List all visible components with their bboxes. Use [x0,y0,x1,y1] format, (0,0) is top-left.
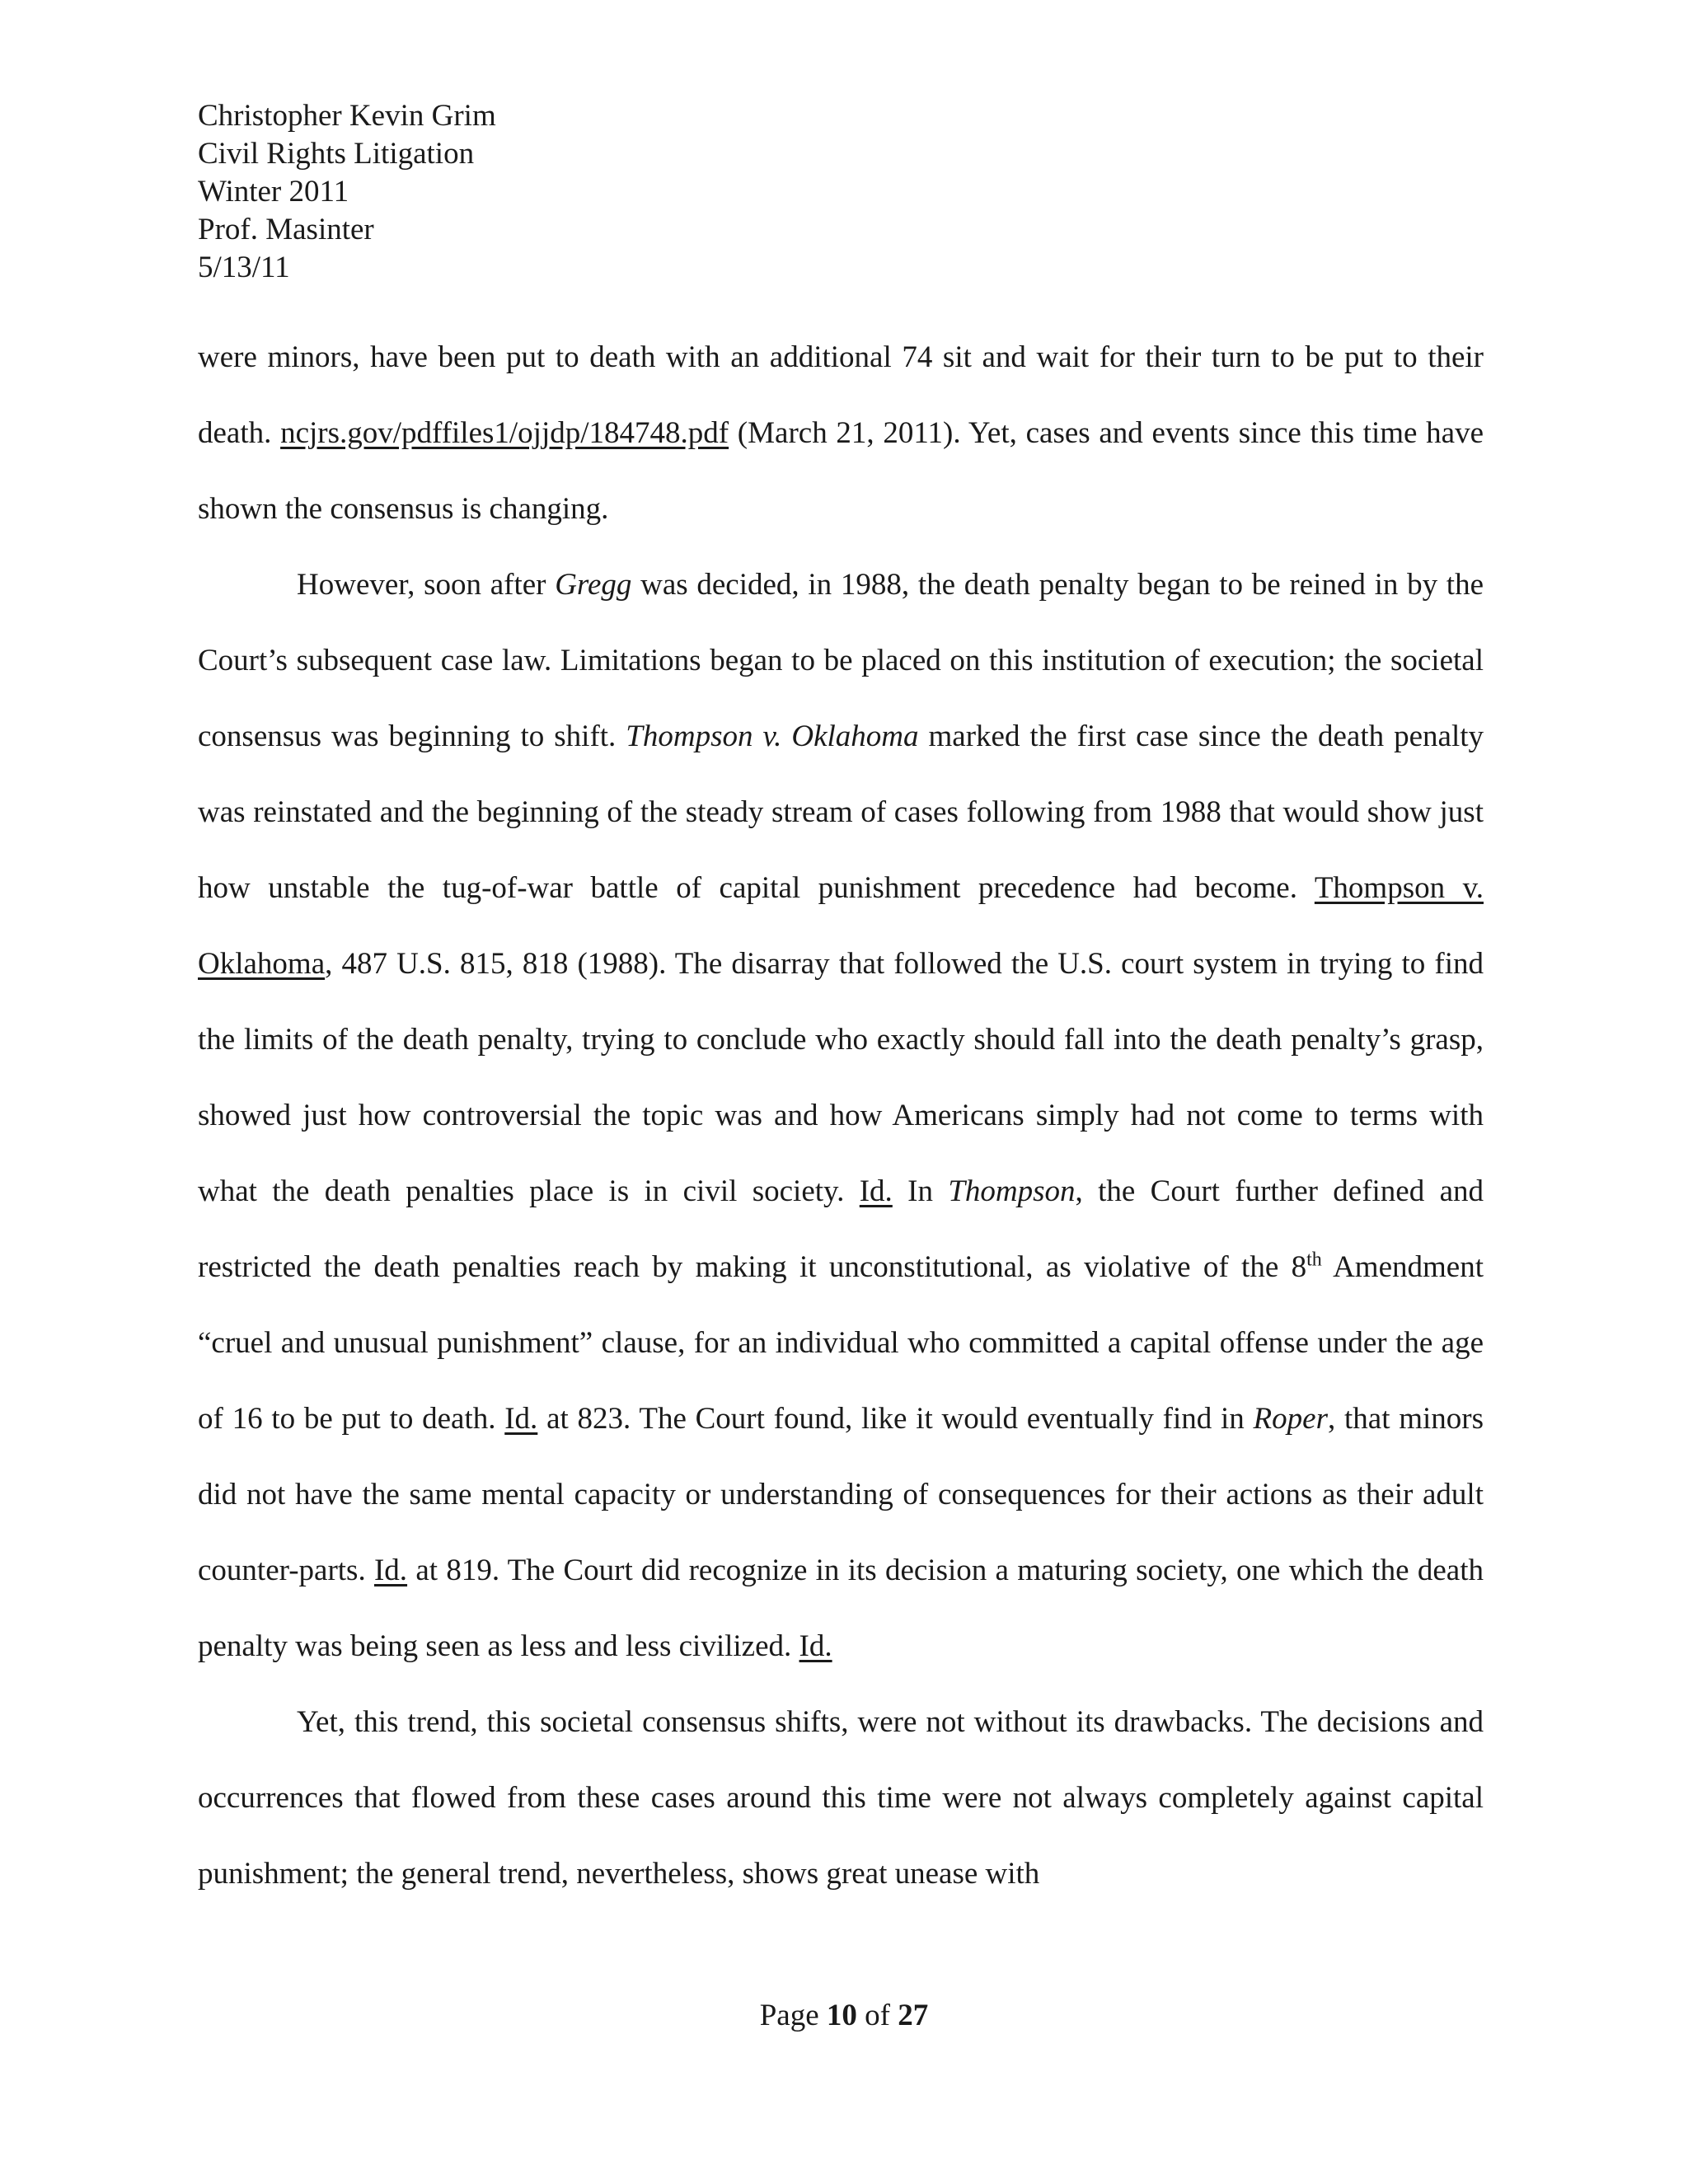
paragraph-2 [198,547,1484,1685]
paragraph-1 [198,320,1484,547]
text-run: Amendment “cruel and unusual punishment” clause, for an individual who committed a capital offense under the age of 16 to be put to death. [198,1250,1484,1436]
source-link[interactable]: ncjrs.gov/pdffiles1/ojjdp/184748.pdf [280,416,729,450]
ordinal-superscript: th [1306,1249,1322,1271]
footer-label: Page [759,1999,827,2032]
author-name: Christopher Kevin Grim [198,99,496,133]
id-citation: Id. [373,1554,408,1587]
case-name-thompson: Thompson [948,1174,1076,1208]
text-run: was decided, in 1988, the death penalty began to be reined in by the Court’s subsequent case law. Limitations began to be placed on this institution of execution; the societal consensus was beginning to shift. [198,568,1484,753]
page-footer [0,1997,1688,2035]
page-number: 10 [826,1999,857,2032]
case-name-gregg: Gregg [555,568,632,602]
id-citation: Id. [504,1402,538,1436]
term: Winter 2011 [198,175,349,209]
date: 5/13/11 [198,251,290,284]
id-citation: Id. [799,1629,832,1663]
text-run: , that minors did not have the same mental capacity or understanding of consequences for their actions as their adult counter-parts. [198,1402,1484,1587]
course-name: Civil Rights Litigation [198,137,475,171]
id-citation: Id. [859,1174,893,1208]
page-total: 27 [898,1999,929,2032]
case-name-thompson-v-oklahoma: Thompson v. Oklahoma [626,719,919,753]
case-name-roper: Roper [1253,1402,1328,1436]
text-run: In [892,1174,949,1208]
text-run: marked the first case since the death penalty was reinstated and the beginning of the steady stream of cases following from 1988 that would show just how unstable the tug-of-war battle of capital punishment precedence had become. [198,719,1484,905]
text-run: , 487 U.S. 815, 818 (1988). The disarray that followed the U.S. court system in trying to find the limits of the death penalty, trying to conclude who exactly should fall into the death penalty’s grasp, showed just how controversial the topic was and how Americans simply had not come to terms with what the death penalties place is in civil society. [198,947,1484,1208]
text-run: were minors, have been put to death with an additional 74 sit and wait for their turn to be put to their death. [198,340,1484,450]
text-run: (March 21, 2011). Yet, cases and events since this time have shown the consensus is changing. [198,416,1484,526]
footer-label: of [856,1999,898,2032]
text-run: at 823. The Court found, like it would eventually find in [537,1402,1254,1436]
text-run: at 819. The Court did recognize in its decision a maturing society, one which the death penalty was being seen as less and less civilized. [198,1554,1484,1663]
text-run: , the Court further defined and restricted the death penalties reach by making it unconstitutional, as violative of the 8 [198,1174,1484,1284]
professor-name: Prof. Masinter [198,213,374,246]
document-body [198,320,1484,1912]
paragraph-3: Yet, this trend, this societal consensus shifts, were not without its drawbacks. The decisions and occurrences that flowed from these cases around this time were not always completely against capital punishment; the general trend, nevertheless, shows great unease with [198,1705,1484,1891]
author-header [198,97,496,287]
text-run: However, soon after [297,568,556,602]
case-citation: Thompson v. Oklahoma [198,871,1484,981]
